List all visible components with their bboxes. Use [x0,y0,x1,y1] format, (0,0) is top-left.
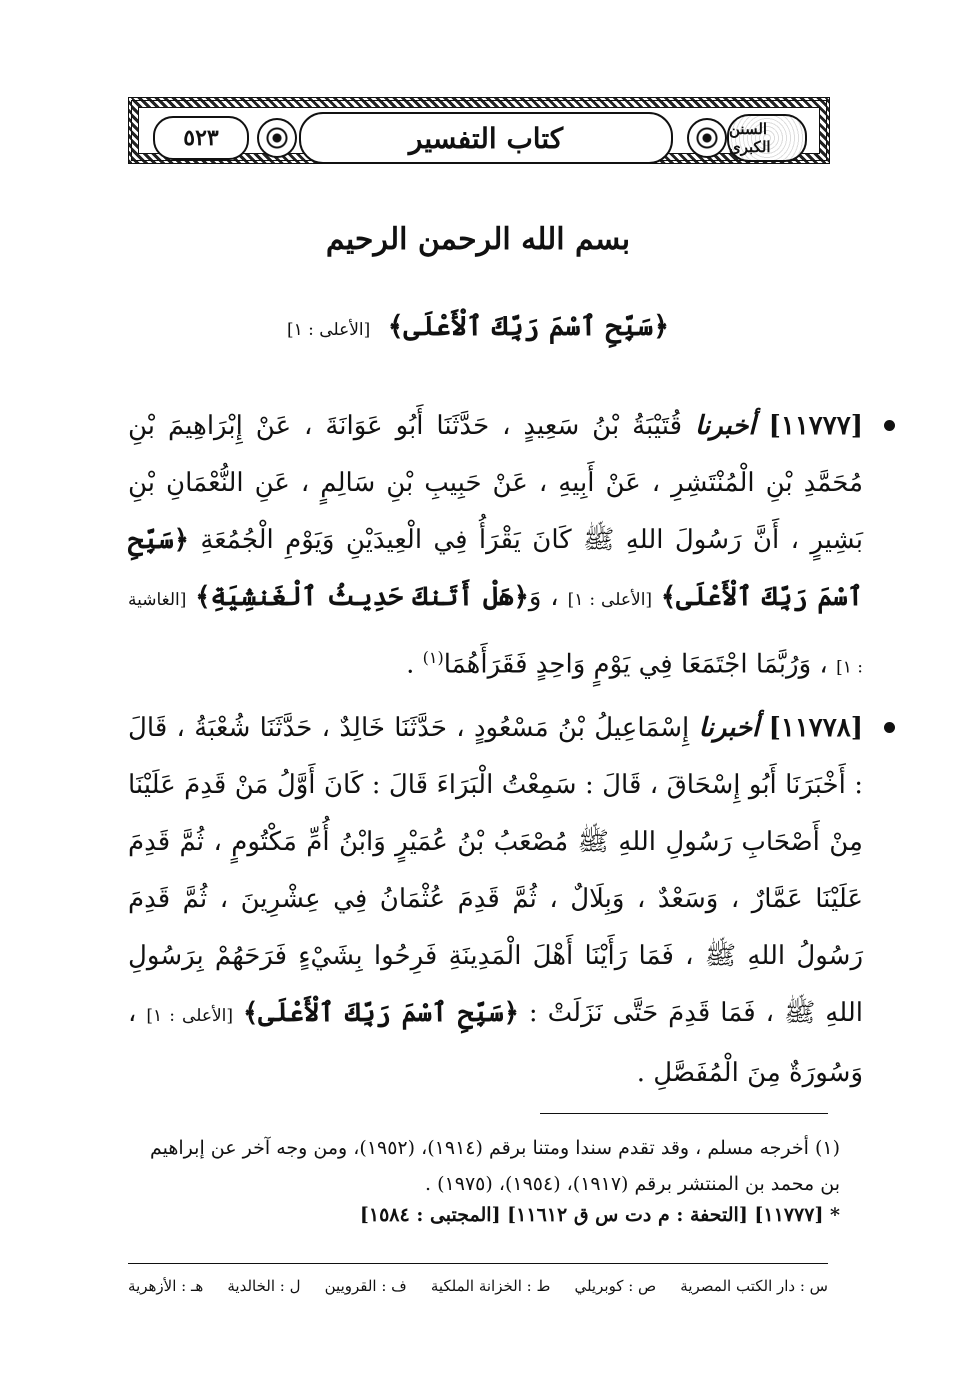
page-header [128,97,830,164]
ornament-rosette-icon [687,118,727,158]
book-logo: السنن الكبرى [727,114,807,162]
hadith-text: قُتَيْبَةُ بْنُ سَعِيدٍ ، حَدَّثَنَا أَبُو عَوَانَةَ ، عَنْ إِبْرَاهِيمَ بْنِ مُحَمَّدِ بْنِ الْمُنْتَشِرِ ، عَنْ أَبِيهِ ، عَنْ حَبِيبِ بْنِ سَالِمٍ ، عَنِ النُّعْمَانِ بْنِ بَشِيرٍ ، أَنَّ رَسُولَ اللهِ ﷺ كَانَ يَقْرَأُ فِي الْعِيدَيْنِ وَيَوْمِ الْجُمُعَةِ [128,411,864,555]
hadith-text: ، وَسُورَةٌ مِنَ الْمُفَصَّلِ . [128,998,863,1088]
basmala-calligraphy: بسم الله الرحمن الرحيم [325,222,631,257]
sigla-item: ف : القرويين [324,1277,407,1295]
surah-heading [0,311,956,342]
verse-ref: [الأعلى : ١] [567,590,653,610]
surah-heading-ref: [الأعلى : ١] [286,320,371,340]
page-number: ٥٢٣ [153,116,249,160]
verse-ref: [الغاشية : ١] [128,590,863,678]
manuscript-sigla [128,1277,828,1295]
verse-ref: [الأعلى : ١] [146,1006,234,1026]
footnote-1: (١) أخرجه مسلم ، وقد تقدم سندا ومتنا برقم (١٩١٤)، (١٩٥٢)، ومن وجه آخر عن إبراهيم بن محمد بن المنتشر برقم (١٩١٧)، (١٩٥٤)، (١٩٧٥) . [150,1137,841,1195]
surah-heading-verse: ﴿سَبِّحِ ٱسْمَ رَبِّكَ ٱلْأَعْلَى﴾ [387,311,670,342]
sigla-item: ط : الخزانة الملكية [430,1277,551,1295]
footnote-marker[interactable]: (١) [422,648,444,667]
quran-verse: ﴿سَبِّحِ ٱسْمَ رَبِّكَ ٱلْأَعْلَى﴾ [128,525,864,612]
bullet-icon [884,420,895,431]
hadith-text: ، وَ [528,582,559,612]
akhbarana-mark: أخبرنا [694,411,756,441]
header-frame [138,107,820,154]
hadith-number: [١١٧٧٨] [768,713,864,743]
quran-verse: ﴿هَلْ أَتَنكَ حَدِيثُ ٱلْغَنشِيَةِ﴾ [195,582,529,612]
hadith-11777 [128,398,863,697]
hadith-text: إِسْمَاعِيلُ بْنُ مَسْعُودٍ ، حَدَّثَنَا خَالِدٌ ، حَدَّثَنَا شُعْبَةُ ، قَالَ : أَخْبَرَنَا أَبُو إِسْحَاقَ ، قَالَ : سَمِعْتُ الْبَرَاءَ قَالَ : كَانَ أَوَّلُ مَنْ قَدِمَ عَلَيْنَا مِنْ أَصْحَابِ رَسُولِ اللهِ ﷺ مُصْعَبُ بْنُ عُمَيْرٍ وَابْنُ أُمِّ مَكْتُومٍ ، ثُمَّ قَدِمَ عَلَيْنَا عَمَّارٌ ، وَسَعْدٌ ، وَبِلَالٌ ، ثُمَّ قَدِمَ عُثْمَانُ فِي عِشْرِينَ ، ثُمَّ قَدِمَ رَسُولُ اللهِ ﷺ ، فَمَا رَأَيْنَا أَهْلَ الْمَدِينَةِ فَرِحُوا بِشَيْءٍ فَرَحَهُمْ بِرَسُولِ اللهِ ﷺ ، فَمَا قَدِمَ حَتَّى نَزَلَتْ : [128,713,864,1028]
footnote-divider [540,1113,828,1114]
ornament-rosette-icon [257,118,297,158]
hadith-11778 [128,700,863,1102]
sigla-item: هـ : الأزهرية [128,1277,204,1295]
tuhfa-reference: * [١١٧٧٧] [التحفة : م دت س ق ١١٦١٢] [المجتبى : ١٥٨٤] [359,1204,840,1226]
hadith-number: [١١٧٧٧] [768,411,864,441]
sigla-item: س : دار الكتب المصرية [680,1277,828,1295]
sigla-item: ص : كوبريلي [574,1277,657,1295]
hadith-text-end: . [406,649,423,680]
sigla-item: ل : الخالدية [227,1277,301,1295]
chapter-title: كتاب التفسير [299,112,673,164]
akhbarana-mark: أخبرنا [698,713,760,743]
quran-verse: ﴿سَبِّحِ ٱسْمَ رَبِّكَ ٱلْأَعْلَى﴾ [243,998,519,1028]
bottom-divider [128,1263,828,1264]
bullet-icon [884,722,895,733]
hadith-text: ، وَرُبَّمَا اجْتَمَعَا فِي يَوْمٍ وَاحِدٍ فَقَرَأَهُمَا [443,649,828,680]
